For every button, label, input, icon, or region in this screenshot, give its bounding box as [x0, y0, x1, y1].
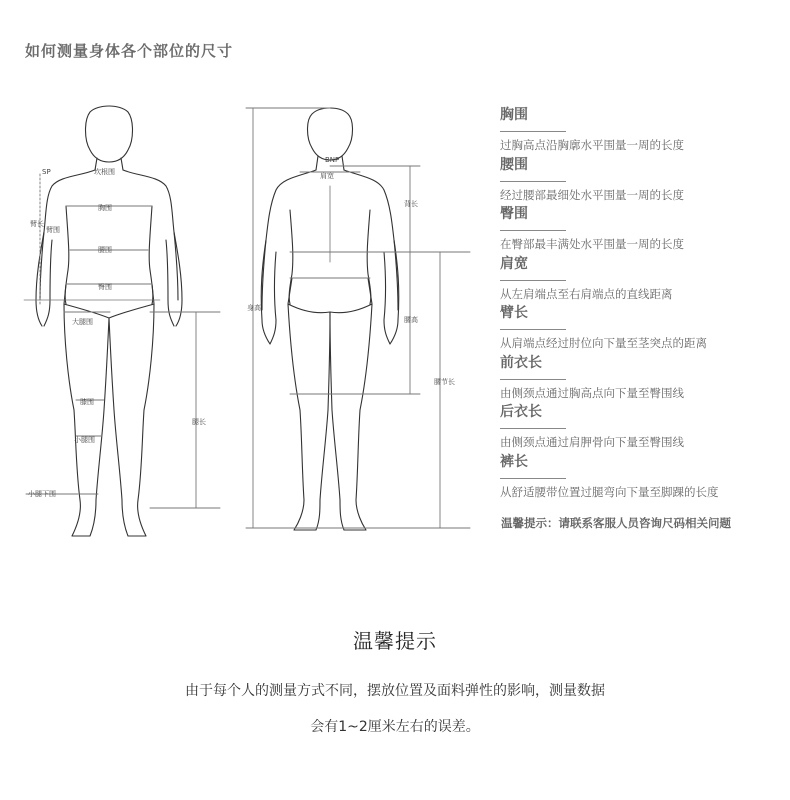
back-right-arm-outline — [384, 240, 399, 344]
label-shoulder-width: 肩宽 — [320, 172, 334, 180]
legend-term: 胸围 — [500, 107, 528, 123]
notice-text-line-2: 会有1~2厘米左右的误差。 — [310, 719, 480, 735]
legend-desc: 经过腰部最细处水平围量一周的长度 — [500, 187, 684, 202]
legend-desc: 过胸高点沿胸廓水平围量一周的长度 — [500, 138, 684, 152]
legend-desc: 由侧颈点通过胸高点向下量至臀围线 — [500, 385, 684, 400]
label-upper-arm: 臂围 — [46, 226, 60, 234]
front-head-outline — [86, 106, 133, 162]
label-height: 身高 — [247, 304, 261, 312]
legend-term: 裤长 — [500, 453, 528, 470]
legend-rule — [500, 131, 566, 132]
front-left-arm-outline — [36, 232, 52, 326]
back-right-leg-outline — [330, 304, 372, 530]
label-hip: 臀围 — [98, 283, 112, 291]
legend-tip: 温馨提示：请联系客服人员咨询尺码相关问题 — [501, 516, 731, 530]
legend-desc: 在臀部最丰满处水平围量一周的长度 — [500, 237, 684, 251]
legend-term: 肩宽 — [500, 255, 528, 272]
label-bnp: BNP — [325, 156, 340, 164]
label-chest: 胸围 — [98, 204, 112, 212]
label-arm-length: 臂长 — [30, 220, 44, 228]
legend-item-back-length — [500, 401, 780, 451]
back-figure — [246, 108, 470, 530]
notice-text-line-1: 由于每个人的测量方式不同，摆放位置及面料弹性的影响，测量数据 — [185, 683, 605, 699]
front-figure — [24, 106, 220, 536]
legend-item-waist — [500, 154, 780, 204]
label-neck-girth: 坎根围 — [94, 168, 115, 176]
back-left-arm-outline — [261, 240, 276, 344]
legend-desc: 从肩端点经过肘位向下量至茎突点的距离 — [500, 336, 707, 350]
notice-title: 温馨提示 — [353, 629, 437, 653]
back-head-outline — [308, 108, 353, 160]
legend-item-arm-length — [500, 302, 780, 352]
back-briefs-outline — [288, 278, 372, 313]
legend-rule — [500, 478, 566, 479]
label-waist-to-knee: 腰节长 — [434, 378, 455, 386]
legend-rule — [500, 181, 566, 182]
legend-term: 后衣长 — [500, 404, 542, 420]
legend-term: 前衣长 — [500, 354, 542, 371]
label-calf: 小腿围 — [74, 436, 95, 444]
legend-rule — [500, 379, 566, 380]
front-right-leg-outline — [109, 304, 154, 536]
legend-item-hip — [500, 203, 780, 253]
legend-item-front-length — [500, 352, 780, 402]
label-waist-height: 腰高 — [404, 316, 418, 324]
legend-rule — [500, 329, 566, 330]
front-torso-outline — [40, 170, 178, 300]
label-leg-length: 腿长 — [192, 418, 206, 426]
legend-item-pants-length — [500, 451, 780, 501]
label-thigh: 大腿围 — [72, 318, 93, 326]
legend-term: 腰围 — [500, 156, 528, 173]
legend-rule — [500, 230, 566, 231]
label-waist: 腰围 — [98, 246, 112, 254]
legend-desc: 从舒适腰带位置过腿弯向下量至脚踝的长度 — [500, 484, 719, 499]
legend-item-shoulder-width — [500, 253, 780, 303]
legend-desc: 由侧颈点通过肩胛骨向下量至臀围线 — [500, 435, 684, 449]
page-title: 如何测量身体各个部位的尺寸 — [25, 42, 234, 60]
legend-rule — [500, 280, 566, 281]
legend-term: 臀围 — [500, 206, 528, 222]
measurement-legend — [500, 104, 780, 500]
legend-desc: 从左肩端点至右肩端点的直线距离 — [500, 286, 673, 301]
label-calf-lower: 小腿下围 — [28, 490, 56, 498]
label-sp: SP — [42, 168, 51, 176]
legend-rule — [500, 428, 566, 429]
back-left-leg-outline — [288, 304, 330, 530]
label-back-length: 背长 — [404, 200, 418, 208]
label-knee: 膝围 — [80, 398, 94, 406]
front-left-leg-outline — [64, 304, 109, 536]
legend-term: 臂长 — [500, 305, 528, 321]
legend-item-chest — [500, 104, 780, 154]
